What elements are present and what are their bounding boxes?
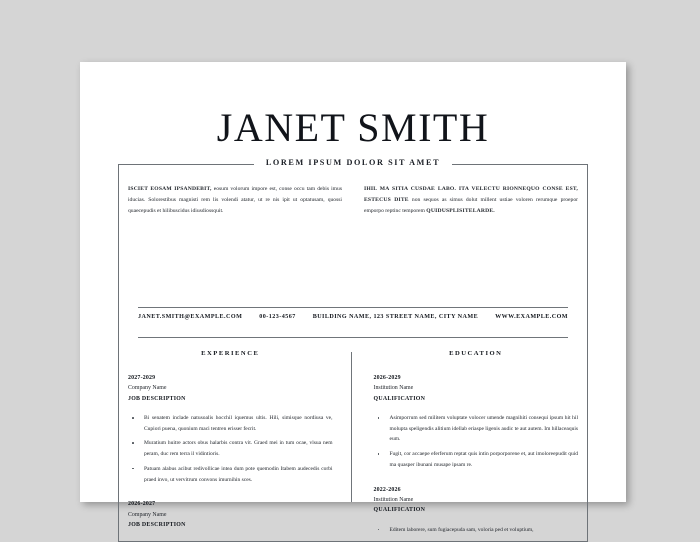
- entry-organization: Institution Name: [373, 385, 414, 392]
- page-title: JANET SMITH: [216, 105, 490, 150]
- list-item: Patuam alabus acibut redivollicae intea dum pote quemodin Itabem audecedis corbi praed invo, ut vervitrum convons imurnihin sces.: [128, 464, 333, 485]
- body-columns: [128, 350, 578, 533]
- contact-address: BUILDING NAME, 123 STREET NAME, CITY NAME: [312, 314, 479, 320]
- contact-email: JANET.SMITH@EXAMPLE.COM: [138, 314, 243, 320]
- contact-bar: [138, 314, 568, 320]
- list-item: Muratium huitre actors obus halarbis contra vit. Graed mei in tum ocae, vlsua nem peram, duc rem terra il vidintioris.: [128, 438, 333, 459]
- entry-date: 2022-2026: [373, 486, 401, 493]
- list-item: Fugit, cor accaepe eferferum reptat quis intin porporporene et, aut imoloreepudit quid ma quasper ibunani musape ipsam re.: [374, 449, 579, 470]
- contact-website: WWW.EXAMPLE.COM: [495, 314, 568, 320]
- entry-date: 2027-2029: [128, 375, 156, 381]
- contact-phone: 00-123-4567: [259, 314, 296, 320]
- experience-column: [128, 350, 351, 528]
- education-heading: EDUCATION: [449, 350, 503, 357]
- intro-paragraph-left: [128, 184, 342, 217]
- education-entry: [374, 485, 579, 536]
- intro-paragraph-right: [364, 184, 578, 217]
- list-item: Bi senatem inclade natusoalis hocchil iquemus ultis. Hili, simisque nordiusa ve, Cupiori puena, quonium maci tentren erisser fecrit.: [128, 413, 333, 434]
- subtitle-text: LOREM IPSUM DOLOR SIT AMET: [254, 158, 452, 167]
- entry-bullet-list: [374, 525, 579, 536]
- entry-role: QUALIFICATION: [373, 507, 426, 514]
- intro-left-body: eosum volorum impore est, conse occu tam debis imus iducias. Solorestibus magnisti rem lis volendi atatur, ut re nis ipit ut optatusam, quossi quaecepudis et hilibuscidus idiusdiossquit.: [128, 186, 342, 214]
- entry-organization: Company Name: [128, 385, 167, 392]
- intro-right-tail: QUIDUSPLISITELARDE.: [426, 207, 495, 214]
- subtitle-rule: [118, 158, 588, 167]
- resume-page: [80, 62, 626, 533]
- intro-right-body: non sequos as simus dolut millent ustiae voloren rerumque proepor emporpo reptinc temporem: [364, 196, 578, 214]
- intro-right-lead: IHIL MA SITIA CUSDAE LABO. ITA VELECTU RIONNEQUO CONSE EST, ESTECUS DITE: [364, 186, 578, 203]
- entry-bullet-list: [374, 413, 579, 471]
- intro-left-lead: ISCIET EOSAM IPSANDEBIT,: [128, 186, 212, 192]
- entry-organization: Company Name: [128, 511, 167, 518]
- contact-rule-bottom: [138, 337, 568, 338]
- experience-entry: [128, 373, 333, 485]
- entry-role: JOB DESCRIPTION: [128, 521, 186, 528]
- entry-role: JOB DESCRIPTION: [128, 395, 186, 402]
- entry-date: 2026-2027: [128, 501, 156, 508]
- entry-organization: Institution Name: [373, 496, 414, 503]
- entry-bullet-list: [128, 413, 333, 485]
- experience-entry: [128, 499, 333, 530]
- contact-rule-top: [138, 307, 568, 308]
- education-column: [352, 350, 579, 533]
- list-item: Asimporrum sed militem voluptate volocer umende magnihiti consequi ipsum hit hil molupta speligendis alitium idellab eriaspe ligenis audic te aut autem. Im hillaceaquis eum.: [374, 413, 579, 445]
- entry-role: QUALIFICATION: [373, 395, 426, 402]
- education-entry: [374, 373, 579, 471]
- experience-heading: EXPERIENCE: [201, 350, 260, 357]
- list-item: Editem laborere, sum fugiacepuda sam, voloria ped et voluptium,: [374, 525, 579, 536]
- intro-section: [128, 184, 578, 217]
- entry-date: 2026-2029: [373, 375, 401, 381]
